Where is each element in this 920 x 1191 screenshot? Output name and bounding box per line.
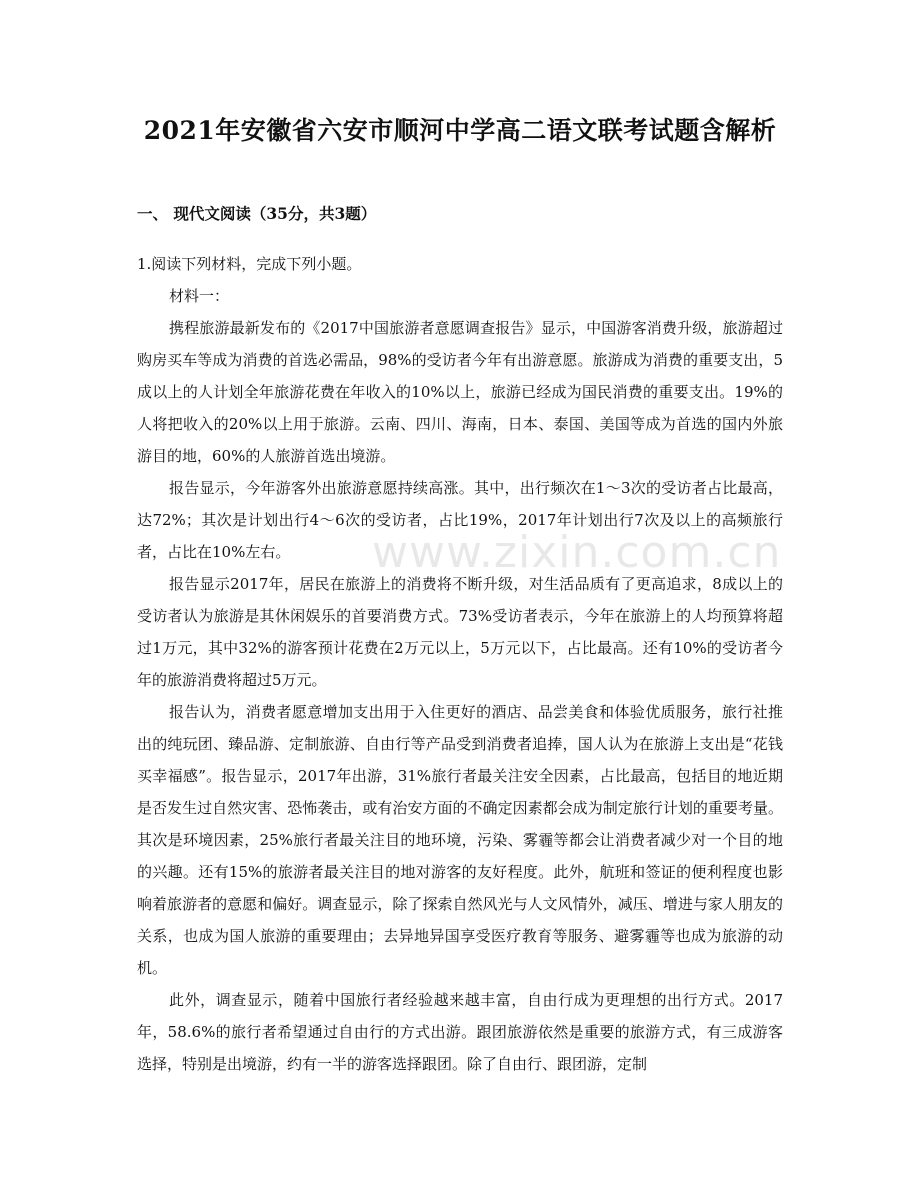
paragraph: 报告显示2017年，居民在旅游上的消费将不断升级，对生活品质有了更高追求，8成以上的受访者认为旅游是其休闲娱乐的首要消费方式。73%受访者表示，今年在旅游上的人均预算将超过1万元，其中32%的游客预计花费在2万元以上，5万元以下，占比最高。还有10%的受访者今年的旅游消费将超过5万元。 bbox=[137, 575, 783, 689]
document-body bbox=[137, 248, 783, 1080]
paragraph: 报告显示，今年游客外出旅游意愿持续高涨。其中，出行频次在1～3次的受访者占比最高，达72%；其次是计划出行4～6次的受访者，占比19%，2017年计划出行7次及以上的高频旅行者，占比在10%左右。 bbox=[137, 479, 783, 561]
question-intro: 1.阅读下列材料，完成下列小题。 bbox=[137, 255, 362, 273]
paragraph: 此外，调查显示，随着中国旅行者经验越来越丰富，自由行成为更理想的出行方式。2017年，58.6%的旅行者希望通过自由行的方式出游。跟团旅游依然是重要的旅游方式，有三成游客选择，特别是出境游，约有一半的游客选择跟团。除了自由行、跟团游，定制 bbox=[137, 991, 783, 1073]
paragraph: 报告认为，消费者愿意增加支出用于入住更好的酒店、品尝美食和体验优质服务，旅行社推出的纯玩团、臻品游、定制旅游、自由行等产品受到消费者追捧，国人认为在旅游上支出是“花钱买幸福感”。报告显示，2017年出游，31%旅行者最关注安全因素，占比最高，包括目的地近期是否发生过自然灾害、恐怖袭击，或有治安方面的不确定因素都会成为制定旅行计划的重要考量。其次是环境因素，25%旅行者最关注目的地环境，污染、雾霾等都会让消费者减少对一个目的地的兴趣。还有15%的旅游者最关注目的地对游客的友好程度。此外，航班和签证的便利程度也影响着旅游者的意愿和偏好。调查显示，除了探索自然风光与人文风情外，减压、增进与家人朋友的关系，也成为国人旅游的重要理由；去异地异国享受医疗教育等服务、避雾霾等也成为旅游的动机。 bbox=[137, 703, 783, 977]
document-title: 2021年安徽省六安市顺河中学高二语文联考试题含解析 bbox=[143, 116, 777, 145]
watermark: www.zixin.com.cn bbox=[372, 527, 782, 578]
material-label: 材料一： bbox=[169, 287, 230, 305]
section-heading: 一、 现代文阅读（35分，共3题） bbox=[137, 204, 377, 223]
paragraph: 携程旅游最新发布的《2017中国旅游者意愿调查报告》显示，中国游客消费升级，旅游超过购房买车等成为消费的首选必需品，98%的受访者今年有出游意愿。旅游成为消费的重要支出，5成以上的人计划全年旅游花费在年收入的10%以上，旅游已经成为国民消费的重要支出。19%的人将把收入的20%以上用于旅游。云南、四川、海南，日本、泰国、美国等成为首选的国内外旅游目的地，60%的人旅游首选出境游。 bbox=[137, 319, 783, 465]
